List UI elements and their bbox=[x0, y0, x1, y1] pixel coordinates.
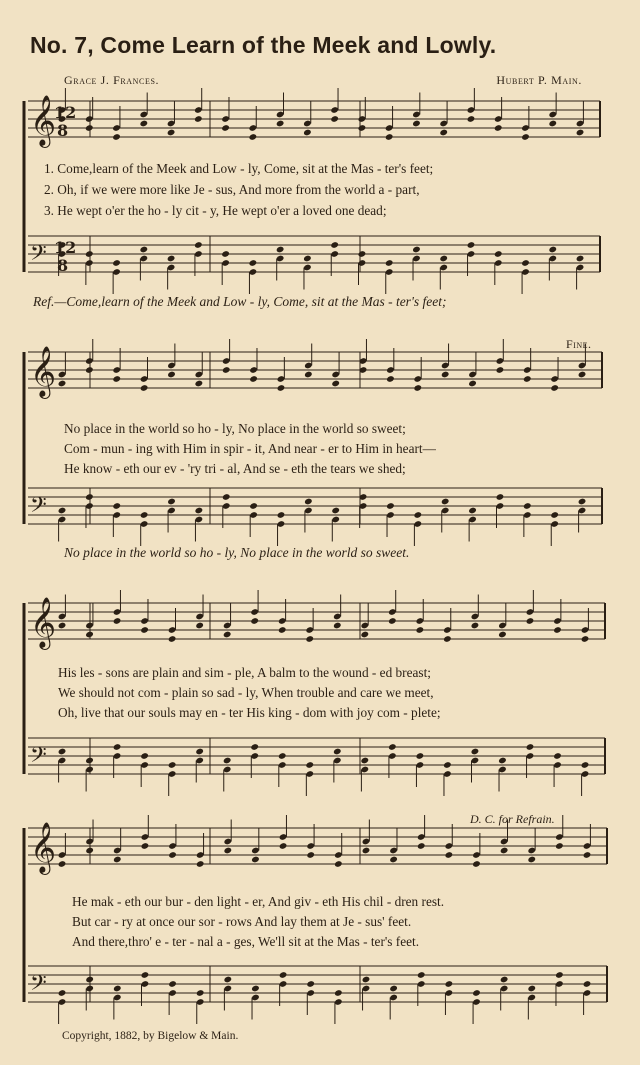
note-head bbox=[85, 976, 94, 984]
note-head bbox=[141, 842, 150, 850]
note-head bbox=[496, 493, 505, 501]
note-head bbox=[500, 847, 509, 855]
note-head bbox=[168, 851, 177, 859]
note-head bbox=[223, 847, 232, 855]
note-head bbox=[555, 971, 564, 979]
note-head bbox=[140, 626, 149, 634]
note-head bbox=[417, 971, 426, 979]
note-head bbox=[330, 115, 339, 123]
note-head bbox=[498, 757, 507, 765]
note-head bbox=[527, 856, 536, 864]
note-head bbox=[277, 384, 286, 392]
note-head bbox=[277, 511, 286, 519]
note-head bbox=[223, 757, 232, 765]
hymn-title: No. 7, Come Learn of the Meek and Lowly. bbox=[30, 32, 497, 58]
fine-mark: Fine. bbox=[566, 337, 592, 351]
note-head bbox=[113, 743, 122, 751]
note-head bbox=[389, 985, 398, 993]
note-head bbox=[439, 255, 448, 263]
note-head bbox=[360, 757, 369, 765]
note-head bbox=[58, 622, 67, 630]
note-head bbox=[279, 842, 288, 850]
verse-2-line-3: We should not com - plain so sad - ly, When trouble and care we meet, bbox=[58, 685, 434, 700]
note-head bbox=[249, 502, 258, 510]
note-head bbox=[494, 250, 503, 258]
note-head bbox=[194, 241, 203, 249]
bass-clef-icon: 𝄢 bbox=[30, 743, 47, 773]
note-head bbox=[331, 380, 340, 388]
bass-clef-icon: 𝄢 bbox=[30, 241, 47, 271]
note-head bbox=[362, 847, 371, 855]
note-head bbox=[58, 748, 67, 756]
verse-1-line-3: His les - sons are plain and sim - ple, A balm to the wound - ed breast; bbox=[58, 665, 431, 680]
note-head bbox=[249, 259, 258, 267]
verse-2-line-2: Com - mun - ing with Him in spir - it, And near - er to Him in heart— bbox=[64, 441, 436, 456]
lyricist-credit: Grace J. Frances. bbox=[64, 73, 160, 87]
note-head bbox=[331, 507, 340, 515]
note-head bbox=[140, 752, 149, 760]
note-head bbox=[85, 493, 94, 501]
note-head bbox=[306, 980, 315, 988]
note-head bbox=[417, 842, 426, 850]
note-head bbox=[250, 617, 259, 625]
note-head bbox=[360, 631, 369, 639]
note-head bbox=[389, 856, 398, 864]
note-head bbox=[276, 246, 285, 254]
note-head bbox=[303, 255, 312, 263]
composer-credit: Hubert P. Main. bbox=[496, 73, 582, 87]
note-head bbox=[333, 622, 342, 630]
note-head bbox=[412, 246, 421, 254]
treble-clef-icon: 𝄞 bbox=[30, 346, 57, 397]
note-head bbox=[222, 366, 231, 374]
treble-clef-icon: 𝄞 bbox=[30, 597, 57, 648]
dc-refrain-mark: D. C. for Refrain. bbox=[470, 812, 555, 826]
note-head bbox=[251, 856, 260, 864]
note-head bbox=[141, 971, 150, 979]
note-head bbox=[467, 241, 476, 249]
note-head bbox=[250, 743, 259, 751]
note-head bbox=[439, 129, 448, 137]
time-signature: 12 bbox=[54, 103, 77, 122]
note-head bbox=[413, 511, 422, 519]
note-head bbox=[526, 743, 535, 751]
note-head bbox=[276, 120, 285, 128]
note-head bbox=[521, 133, 530, 141]
note-head bbox=[113, 617, 122, 625]
note-head bbox=[468, 380, 477, 388]
note-head bbox=[304, 371, 313, 379]
note-head bbox=[550, 511, 559, 519]
note-head bbox=[58, 989, 67, 997]
verse-2-line-4: But car - ry at once our sor - rows And lay them at Je - sus' feet. bbox=[72, 914, 412, 929]
note-head bbox=[140, 511, 149, 519]
note-head bbox=[581, 761, 590, 769]
note-head bbox=[334, 860, 343, 868]
note-head bbox=[578, 371, 587, 379]
note-head bbox=[548, 120, 557, 128]
note-head bbox=[441, 371, 450, 379]
note-head bbox=[223, 631, 232, 639]
note-head bbox=[467, 115, 476, 123]
note-head bbox=[362, 976, 371, 984]
note-head bbox=[303, 129, 312, 137]
note-head bbox=[416, 752, 425, 760]
note-head bbox=[500, 976, 509, 984]
note-head bbox=[305, 761, 314, 769]
copyright-notice: Copyright, 1882, by Bigelow & Main. bbox=[62, 1030, 239, 1042]
note-head bbox=[576, 129, 585, 137]
note-head bbox=[249, 133, 258, 141]
note-head bbox=[221, 250, 230, 258]
note-head bbox=[168, 635, 177, 643]
verse-1-line-4: He mak - eth our bur - den light - er, And giv - eth His chil - dren rest. bbox=[72, 894, 445, 909]
note-head bbox=[168, 761, 177, 769]
treble-clef-icon: 𝄞 bbox=[30, 822, 57, 873]
note-head bbox=[548, 246, 557, 254]
note-head bbox=[468, 507, 477, 515]
note-head bbox=[412, 120, 421, 128]
note-head bbox=[139, 246, 148, 254]
note-head bbox=[471, 748, 480, 756]
note-head bbox=[443, 635, 452, 643]
note-head bbox=[223, 976, 232, 984]
verse-3-line-2: He know - eth our ev - 'ry tri - al, And se - eth the tears we shed; bbox=[64, 461, 406, 476]
bass-clef-icon: 𝄢 bbox=[30, 493, 47, 523]
note-head bbox=[443, 761, 452, 769]
refrain-line-2: No place in the world so ho - ly, No place in the world so sweet. bbox=[64, 545, 410, 560]
note-head bbox=[358, 124, 367, 132]
note-head bbox=[85, 757, 94, 765]
note-head bbox=[523, 375, 532, 383]
verse-3-line-4: And there,thro' e - ter - nal a - ges, We'll sit at the Mas - ter's feet. bbox=[72, 934, 420, 949]
note-head bbox=[496, 366, 505, 374]
note-head bbox=[195, 507, 204, 515]
note-head bbox=[521, 259, 530, 267]
note-head bbox=[168, 980, 177, 988]
note-head bbox=[221, 124, 230, 132]
note-head bbox=[112, 133, 121, 141]
verse-1-line-2: No place in the world so ho - ly, No place in the world so sweet; bbox=[64, 421, 406, 436]
note-head bbox=[445, 851, 454, 859]
note-head bbox=[305, 635, 314, 643]
note-head bbox=[249, 375, 258, 383]
note-head bbox=[388, 617, 397, 625]
note-head bbox=[278, 626, 287, 634]
note-head bbox=[195, 748, 204, 756]
note-head bbox=[494, 124, 503, 132]
note-head bbox=[85, 124, 94, 132]
note-head bbox=[85, 847, 94, 855]
note-head bbox=[472, 989, 481, 997]
refrain-line-1: Ref.—Come,learn of the Meek and Low - ly, Come, sit at the Mas - ter's feet; bbox=[33, 294, 447, 309]
note-head bbox=[523, 502, 532, 510]
note-head bbox=[385, 133, 394, 141]
note-head bbox=[583, 851, 592, 859]
note-head bbox=[58, 507, 67, 515]
bass-clef-icon: 𝄢 bbox=[30, 971, 47, 1001]
note-head bbox=[583, 980, 592, 988]
note-head bbox=[576, 255, 585, 263]
note-head bbox=[112, 375, 121, 383]
note-head bbox=[471, 622, 480, 630]
verse-3-line-3: Oh, live that our souls may en - ter His king - dom with joy com - plete; bbox=[58, 705, 441, 720]
note-head bbox=[385, 259, 394, 267]
note-head bbox=[113, 985, 122, 993]
note-head bbox=[85, 631, 94, 639]
time-signature: 12 bbox=[54, 238, 77, 257]
note-head bbox=[550, 384, 559, 392]
note-head bbox=[58, 380, 67, 388]
note-head bbox=[195, 622, 204, 630]
note-head bbox=[167, 255, 176, 263]
note-head bbox=[358, 250, 367, 258]
note-head bbox=[85, 250, 94, 258]
note-head bbox=[553, 752, 562, 760]
note-head bbox=[330, 241, 339, 249]
time-signature: 8 bbox=[57, 256, 69, 275]
note-head bbox=[251, 985, 260, 993]
treble-clef-icon: 𝄞 bbox=[30, 95, 57, 146]
note-head bbox=[112, 259, 121, 267]
note-head bbox=[445, 980, 454, 988]
note-head bbox=[304, 498, 313, 506]
note-head bbox=[85, 366, 94, 374]
note-head bbox=[334, 989, 343, 997]
note-head bbox=[278, 752, 287, 760]
note-head bbox=[279, 971, 288, 979]
note-head bbox=[140, 384, 149, 392]
note-head bbox=[167, 371, 176, 379]
note-head bbox=[441, 498, 450, 506]
note-head bbox=[167, 498, 176, 506]
verse-1-line-1: 1. Come,learn of the Meek and Low - ly, Come, sit at the Mas - ter's feet; bbox=[44, 161, 434, 176]
time-signature: 8 bbox=[57, 121, 69, 140]
note-head bbox=[386, 502, 395, 510]
verse-3-line-1: 3. He wept o'er the ho - ly cit - y, He wept o'er a loved one dead; bbox=[44, 203, 387, 218]
verse-2-line-1: 2. Oh, if we were more like Je - sus, And more from the world a - part, bbox=[44, 182, 420, 197]
note-head bbox=[306, 851, 315, 859]
note-head bbox=[222, 493, 231, 501]
note-head bbox=[527, 985, 536, 993]
note-head bbox=[581, 635, 590, 643]
note-head bbox=[167, 129, 176, 137]
note-head bbox=[578, 498, 587, 506]
note-head bbox=[333, 748, 342, 756]
note-head bbox=[195, 380, 204, 388]
note-head bbox=[196, 860, 205, 868]
note-head bbox=[194, 115, 203, 123]
note-head bbox=[388, 743, 397, 751]
note-head bbox=[416, 626, 425, 634]
note-head bbox=[139, 120, 148, 128]
note-head bbox=[196, 989, 205, 997]
note-head bbox=[472, 860, 481, 868]
note-head bbox=[553, 626, 562, 634]
note-head bbox=[386, 375, 395, 383]
note-head bbox=[555, 842, 564, 850]
note-head bbox=[413, 384, 422, 392]
note-head bbox=[498, 631, 507, 639]
note-head bbox=[113, 856, 122, 864]
note-head bbox=[526, 617, 535, 625]
note-head bbox=[58, 860, 67, 868]
note-head bbox=[112, 502, 121, 510]
